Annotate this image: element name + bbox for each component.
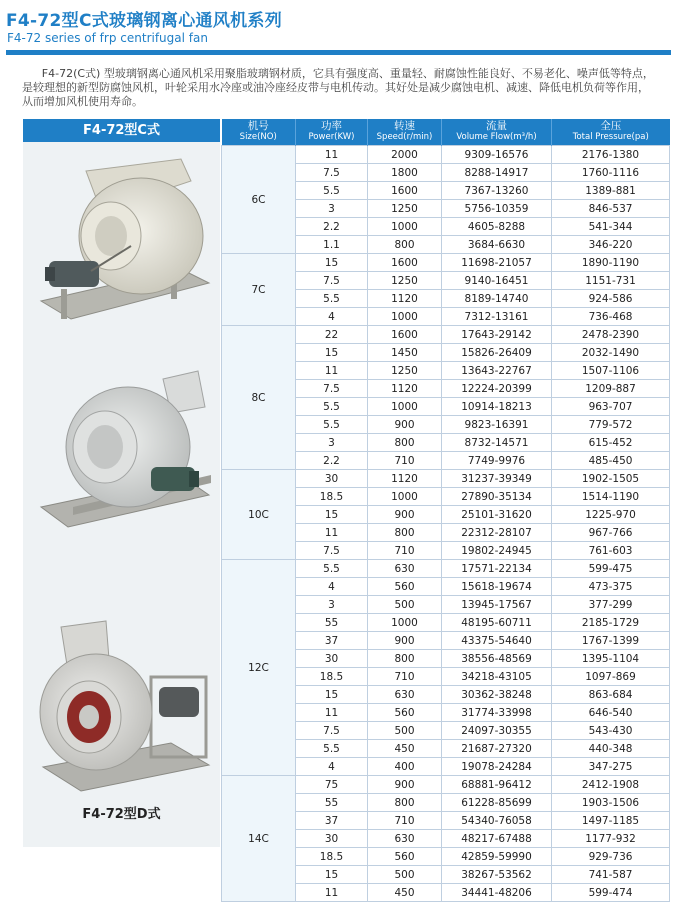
speed-cell: 2000 <box>368 146 442 164</box>
total-pressure-cell: 741-587 <box>552 866 670 884</box>
power-cell: 2.2 <box>296 218 368 236</box>
volume-flow-cell: 42859-59990 <box>442 848 552 866</box>
total-pressure-cell: 846-537 <box>552 200 670 218</box>
table-row <box>222 560 670 578</box>
total-pressure-cell: 599-474 <box>552 884 670 902</box>
speed-cell: 500 <box>368 596 442 614</box>
volume-flow-cell: 30362-38248 <box>442 686 552 704</box>
speed-cell: 500 <box>368 722 442 740</box>
power-cell: 4 <box>296 578 368 596</box>
power-cell: 3 <box>296 200 368 218</box>
speed-cell: 450 <box>368 740 442 758</box>
speed-cell: 710 <box>368 452 442 470</box>
power-cell: 7.5 <box>296 380 368 398</box>
power-cell: 4 <box>296 308 368 326</box>
volume-flow-cell: 9309-16576 <box>442 146 552 164</box>
total-pressure-cell: 779-572 <box>552 416 670 434</box>
power-cell: 7.5 <box>296 272 368 290</box>
volume-flow-cell: 15618-19674 <box>442 578 552 596</box>
total-pressure-cell: 346-220 <box>552 236 670 254</box>
power-cell: 37 <box>296 812 368 830</box>
power-cell: 1.1 <box>296 236 368 254</box>
page-subtitle: F4-72 series of frp centrifugal fan <box>7 31 208 45</box>
total-pressure-cell: 1389-881 <box>552 182 670 200</box>
volume-flow-cell: 3684-6630 <box>442 236 552 254</box>
power-cell: 7.5 <box>296 542 368 560</box>
volume-flow-cell: 21687-27320 <box>442 740 552 758</box>
speed-cell: 710 <box>368 542 442 560</box>
total-pressure-cell: 615-452 <box>552 434 670 452</box>
power-cell: 11 <box>296 362 368 380</box>
total-pressure-cell: 2412-1908 <box>552 776 670 794</box>
total-pressure-cell: 2032-1490 <box>552 344 670 362</box>
total-pressure-cell: 1767-1399 <box>552 632 670 650</box>
column-header-power: 功率 Power(KW) <box>296 119 368 146</box>
table-row <box>222 776 670 794</box>
speed-cell: 900 <box>368 632 442 650</box>
volume-flow-cell: 7367-13260 <box>442 182 552 200</box>
volume-flow-cell: 38556-48569 <box>442 650 552 668</box>
volume-flow-cell: 27890-35134 <box>442 488 552 506</box>
total-pressure-cell: 863-684 <box>552 686 670 704</box>
column-header-speed: 转速 Speed(r/min) <box>368 119 442 146</box>
volume-flow-cell: 24097-30355 <box>442 722 552 740</box>
speed-cell: 1000 <box>368 218 442 236</box>
total-pressure-cell: 485-450 <box>552 452 670 470</box>
volume-flow-cell: 9823-16391 <box>442 416 552 434</box>
total-pressure-cell: 967-766 <box>552 524 670 542</box>
speed-cell: 1120 <box>368 290 442 308</box>
volume-flow-cell: 7312-13161 <box>442 308 552 326</box>
speed-cell: 1250 <box>368 200 442 218</box>
power-cell: 15 <box>296 686 368 704</box>
volume-flow-cell: 68881-96412 <box>442 776 552 794</box>
power-cell: 5.5 <box>296 560 368 578</box>
power-cell: 5.5 <box>296 290 368 308</box>
intro-text <box>22 67 667 109</box>
power-cell: 15 <box>296 344 368 362</box>
volume-flow-cell: 5756-10359 <box>442 200 552 218</box>
fan-image-c-type-2 <box>33 367 218 552</box>
power-cell: 11 <box>296 704 368 722</box>
total-pressure-cell: 1497-1185 <box>552 812 670 830</box>
size-cell: 6C <box>222 146 296 254</box>
speed-cell: 900 <box>368 416 442 434</box>
table-row <box>222 326 670 344</box>
power-cell: 7.5 <box>296 164 368 182</box>
total-pressure-cell: 963-707 <box>552 398 670 416</box>
speed-cell: 500 <box>368 866 442 884</box>
total-pressure-cell: 1395-1104 <box>552 650 670 668</box>
volume-flow-cell: 11698-21057 <box>442 254 552 272</box>
total-pressure-cell: 1760-1116 <box>552 164 670 182</box>
total-pressure-cell: 440-348 <box>552 740 670 758</box>
column-header-size: 机号 Size(NO) <box>222 119 296 146</box>
size-cell: 8C <box>222 326 296 470</box>
volume-flow-cell: 31774-33998 <box>442 704 552 722</box>
title-divider <box>6 50 671 55</box>
power-cell: 5.5 <box>296 182 368 200</box>
power-cell: 15 <box>296 866 368 884</box>
speed-cell: 800 <box>368 650 442 668</box>
total-pressure-cell: 1514-1190 <box>552 488 670 506</box>
intro-line: 是较理想的新型防腐蚀风机，叶轮采用水冷座或油冷座经皮带与电机传动。其好处是减少腐蚀电机、减速、降低电机负荷等作用， <box>22 81 649 94</box>
volume-flow-cell: 19078-24284 <box>442 758 552 776</box>
power-cell: 75 <box>296 776 368 794</box>
speed-cell: 1000 <box>368 614 442 632</box>
speed-cell: 900 <box>368 776 442 794</box>
power-cell: 3 <box>296 434 368 452</box>
total-pressure-cell: 646-540 <box>552 704 670 722</box>
volume-flow-cell: 7749-9976 <box>442 452 552 470</box>
power-cell: 30 <box>296 470 368 488</box>
power-cell: 4 <box>296 758 368 776</box>
product-image-panel <box>23 119 220 847</box>
total-pressure-cell: 1890-1190 <box>552 254 670 272</box>
size-cell: 10C <box>222 470 296 560</box>
speed-cell: 710 <box>368 812 442 830</box>
speed-cell: 1120 <box>368 470 442 488</box>
column-header-total-pressure: 全压 Total Pressure(pa) <box>552 119 670 146</box>
power-cell: 55 <box>296 614 368 632</box>
volume-flow-cell: 48217-67488 <box>442 830 552 848</box>
speed-cell: 1600 <box>368 326 442 344</box>
total-pressure-cell: 1507-1106 <box>552 362 670 380</box>
power-cell: 11 <box>296 146 368 164</box>
speed-cell: 1800 <box>368 164 442 182</box>
power-cell: 5.5 <box>296 416 368 434</box>
power-cell: 55 <box>296 794 368 812</box>
speed-cell: 1600 <box>368 182 442 200</box>
intro-line: F4-72(C式) 型玻璃钢离心通风机采用聚脂玻璃钢材质，它具有强度高、重量轻、耐腐蚀性能良好、不易老化、噪声低等特点， <box>41 67 654 80</box>
fan-image-d-type <box>31 617 216 797</box>
volume-flow-cell: 61228-85699 <box>442 794 552 812</box>
size-cell: 12C <box>222 560 296 776</box>
speed-cell: 1000 <box>368 488 442 506</box>
total-pressure-cell: 1903-1506 <box>552 794 670 812</box>
speed-cell: 900 <box>368 506 442 524</box>
total-pressure-cell: 377-299 <box>552 596 670 614</box>
power-cell: 18.5 <box>296 848 368 866</box>
volume-flow-cell: 34441-48206 <box>442 884 552 902</box>
page-title: F4-72型C式玻璃钢离心通风机系列 <box>6 11 283 31</box>
total-pressure-cell: 599-475 <box>552 560 670 578</box>
power-cell: 18.5 <box>296 668 368 686</box>
power-cell: 22 <box>296 326 368 344</box>
volume-flow-cell: 34218-43105 <box>442 668 552 686</box>
speed-cell: 630 <box>368 560 442 578</box>
speed-cell: 1000 <box>368 308 442 326</box>
volume-flow-cell: 8288-14917 <box>442 164 552 182</box>
volume-flow-cell: 13643-22767 <box>442 362 552 380</box>
table-row <box>222 254 670 272</box>
table-row <box>222 146 670 164</box>
size-cell: 14C <box>222 776 296 902</box>
volume-flow-cell: 48195-60711 <box>442 614 552 632</box>
speed-cell: 1250 <box>368 272 442 290</box>
total-pressure-cell: 2478-2390 <box>552 326 670 344</box>
speed-cell: 800 <box>368 524 442 542</box>
panel-heading: F4-72型C式 <box>23 119 220 142</box>
total-pressure-cell: 1902-1505 <box>552 470 670 488</box>
speed-cell: 1000 <box>368 398 442 416</box>
volume-flow-cell: 38267-53562 <box>442 866 552 884</box>
speed-cell: 560 <box>368 704 442 722</box>
total-pressure-cell: 761-603 <box>552 542 670 560</box>
volume-flow-cell: 17643-29142 <box>442 326 552 344</box>
volume-flow-cell: 19802-24945 <box>442 542 552 560</box>
total-pressure-cell: 541-344 <box>552 218 670 236</box>
total-pressure-cell: 2185-1729 <box>552 614 670 632</box>
speed-cell: 630 <box>368 830 442 848</box>
speed-cell: 560 <box>368 848 442 866</box>
speed-cell: 630 <box>368 686 442 704</box>
volume-flow-cell: 54340-76058 <box>442 812 552 830</box>
volume-flow-cell: 8732-14571 <box>442 434 552 452</box>
volume-flow-cell: 17571-22134 <box>442 560 552 578</box>
volume-flow-cell: 31237-39349 <box>442 470 552 488</box>
table-body <box>222 146 670 902</box>
power-cell: 7.5 <box>296 722 368 740</box>
volume-flow-cell: 4605-8288 <box>442 218 552 236</box>
intro-line: 从而增加风机使用寿命。 <box>22 95 143 108</box>
speed-cell: 800 <box>368 434 442 452</box>
total-pressure-cell: 1209-887 <box>552 380 670 398</box>
speed-cell: 560 <box>368 578 442 596</box>
speed-cell: 450 <box>368 884 442 902</box>
volume-flow-cell: 22312-28107 <box>442 524 552 542</box>
total-pressure-cell: 347-275 <box>552 758 670 776</box>
speed-cell: 400 <box>368 758 442 776</box>
power-cell: 3 <box>296 596 368 614</box>
speed-cell: 710 <box>368 668 442 686</box>
power-cell: 15 <box>296 506 368 524</box>
volume-flow-cell: 12224-20399 <box>442 380 552 398</box>
volume-flow-cell: 25101-31620 <box>442 506 552 524</box>
power-cell: 5.5 <box>296 740 368 758</box>
total-pressure-cell: 1177-932 <box>552 830 670 848</box>
power-cell: 30 <box>296 830 368 848</box>
total-pressure-cell: 1151-731 <box>552 272 670 290</box>
power-cell: 37 <box>296 632 368 650</box>
total-pressure-cell: 1225-970 <box>552 506 670 524</box>
fan-image-c-type-1 <box>31 151 216 341</box>
power-cell: 18.5 <box>296 488 368 506</box>
power-cell: 15 <box>296 254 368 272</box>
volume-flow-cell: 10914-18213 <box>442 398 552 416</box>
panel-footer-label: F4-72型D式 <box>82 807 161 822</box>
table-header-row <box>222 119 670 146</box>
total-pressure-cell: 543-430 <box>552 722 670 740</box>
total-pressure-cell: 924-586 <box>552 290 670 308</box>
total-pressure-cell: 2176-1380 <box>552 146 670 164</box>
speed-cell: 800 <box>368 236 442 254</box>
size-cell: 7C <box>222 254 296 326</box>
power-cell: 11 <box>296 884 368 902</box>
power-cell: 2.2 <box>296 452 368 470</box>
spec-table <box>221 119 670 902</box>
power-cell: 30 <box>296 650 368 668</box>
speed-cell: 800 <box>368 794 442 812</box>
volume-flow-cell: 9140-16451 <box>442 272 552 290</box>
speed-cell: 1120 <box>368 380 442 398</box>
speed-cell: 1600 <box>368 254 442 272</box>
speed-cell: 1450 <box>368 344 442 362</box>
column-header-volume-flow: 流量 Volume Flow(m³/h) <box>442 119 552 146</box>
volume-flow-cell: 13945-17567 <box>442 596 552 614</box>
total-pressure-cell: 473-375 <box>552 578 670 596</box>
speed-cell: 1250 <box>368 362 442 380</box>
total-pressure-cell: 929-736 <box>552 848 670 866</box>
table-row <box>222 470 670 488</box>
power-cell: 5.5 <box>296 398 368 416</box>
total-pressure-cell: 1097-869 <box>552 668 670 686</box>
volume-flow-cell: 43375-54640 <box>442 632 552 650</box>
volume-flow-cell: 15826-26409 <box>442 344 552 362</box>
total-pressure-cell: 736-468 <box>552 308 670 326</box>
volume-flow-cell: 8189-14740 <box>442 290 552 308</box>
power-cell: 11 <box>296 524 368 542</box>
